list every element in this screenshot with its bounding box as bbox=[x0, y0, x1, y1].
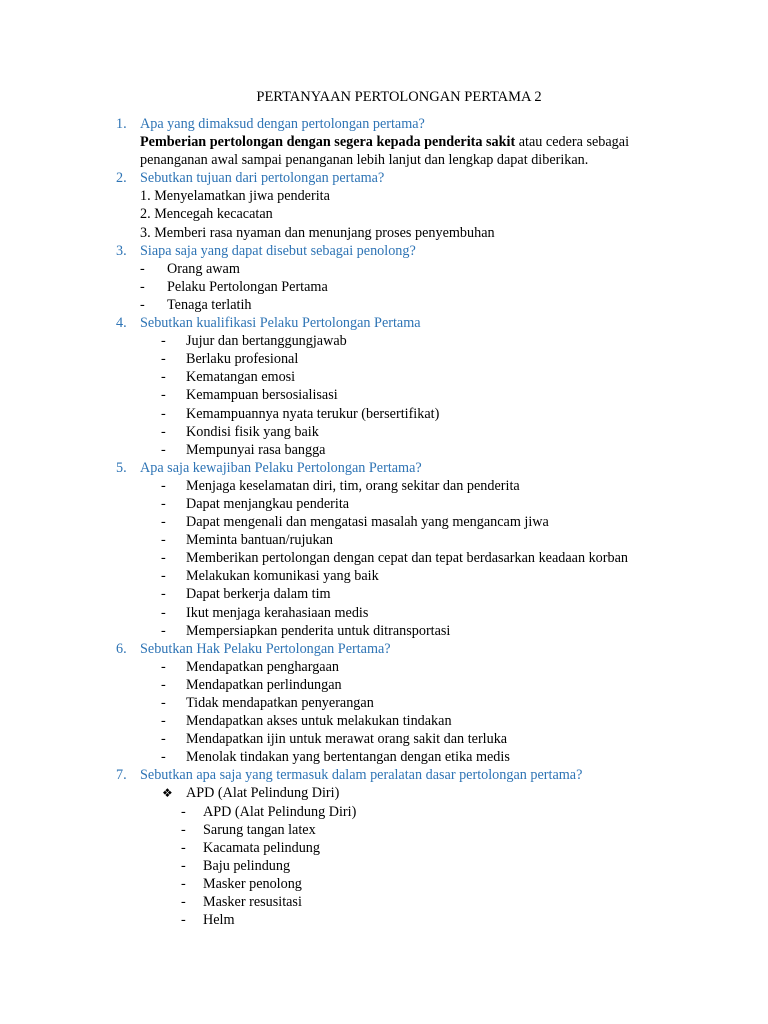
list-item-text: Dapat mengenali dan mengatasi masalah yang mengancam jiwa bbox=[186, 514, 549, 531]
subgroup-label: APD (Alat Pelindung Diri) bbox=[186, 785, 340, 802]
question-1 bbox=[116, 115, 680, 133]
list-item bbox=[116, 658, 680, 676]
list-item bbox=[116, 549, 680, 567]
dash-bullet: - bbox=[161, 550, 166, 567]
list-item bbox=[116, 423, 680, 441]
list-item bbox=[116, 567, 680, 585]
dash-bullet: - bbox=[161, 405, 166, 422]
list-item-text: Kondisi fisik yang baik bbox=[186, 423, 319, 440]
dash-bullet: - bbox=[161, 477, 166, 494]
list-item bbox=[116, 386, 680, 404]
list-item-text: Kematangan emosi bbox=[186, 369, 296, 386]
list-item bbox=[116, 893, 680, 911]
question-number: 2. bbox=[116, 170, 127, 187]
subgroup-heading bbox=[116, 784, 680, 802]
list-item bbox=[116, 712, 680, 730]
dash-bullet: - bbox=[161, 731, 166, 748]
question-text: Sebutkan apa saja yang termasuk dalam peralatan dasar pertolongan pertama? bbox=[140, 767, 583, 784]
list-item-text: Orang awam bbox=[167, 260, 240, 277]
list-item bbox=[116, 748, 680, 766]
list-item bbox=[116, 839, 680, 857]
list-item bbox=[116, 857, 680, 875]
dash-bullet: - bbox=[181, 875, 186, 892]
list-item bbox=[116, 278, 680, 296]
question-number: 3. bbox=[116, 242, 127, 259]
dash-bullet: - bbox=[161, 604, 166, 621]
list-item-text: Mendapatkan akses untuk melakukan tindakan bbox=[186, 713, 452, 730]
question-2 bbox=[116, 169, 680, 187]
dash-bullet: - bbox=[161, 441, 166, 458]
list-item-text: Mendapatkan perlindungan bbox=[186, 676, 342, 693]
dash-bullet: - bbox=[161, 351, 166, 368]
list-item bbox=[116, 676, 680, 694]
list-item bbox=[116, 405, 680, 423]
list-item bbox=[116, 368, 680, 386]
list-item-text: Berlaku profesional bbox=[186, 351, 299, 368]
question-5 bbox=[116, 459, 680, 477]
list-item-text: Memberikan pertolongan dengan cepat dan tepat berdasarkan keadaan korban bbox=[186, 550, 628, 567]
dash-bullet: - bbox=[161, 423, 166, 440]
question-6 bbox=[116, 640, 680, 658]
list-item-text: Masker penolong bbox=[203, 875, 302, 892]
list-item: 2. Mencegah kecacatan bbox=[140, 206, 273, 223]
list-item-text: Mempunyai rasa bangga bbox=[186, 441, 326, 458]
list-item bbox=[116, 604, 680, 622]
list-item bbox=[116, 531, 680, 549]
list-item-text: Dapat berkerja dalam tim bbox=[186, 586, 331, 603]
question-number: 7. bbox=[116, 767, 127, 784]
question-text: Sebutkan tujuan dari pertolongan pertama? bbox=[140, 170, 385, 187]
dash-bullet: - bbox=[161, 568, 166, 585]
dash-bullet: - bbox=[161, 495, 166, 512]
list-item-text: Mendapatkan penghargaan bbox=[186, 658, 339, 675]
list-item-text: Kemampuan bersosialisasi bbox=[186, 387, 338, 404]
list-item bbox=[116, 495, 680, 513]
list-item-text: Menolak tindakan yang bertentangan dengan etika medis bbox=[186, 749, 510, 766]
question-text: Sebutkan kualifikasi Pelaku Pertolongan Pertama bbox=[140, 315, 421, 332]
list-item bbox=[116, 821, 680, 839]
list-item: 1. Menyelamatkan jiwa penderita bbox=[140, 188, 330, 205]
dash-bullet: - bbox=[161, 532, 166, 549]
question-number: 6. bbox=[116, 640, 127, 657]
dash-bullet: - bbox=[181, 894, 186, 911]
list-item-text: Ikut menjaga kerahasiaan medis bbox=[186, 604, 369, 621]
question-number: 4. bbox=[116, 315, 127, 332]
list-item-text: Kemampuannya nyata terukur (bersertifikat) bbox=[186, 405, 440, 422]
dash-bullet: - bbox=[181, 821, 186, 838]
dash-bullet: - bbox=[161, 749, 166, 766]
list-item bbox=[116, 350, 680, 368]
list-item-text: Pelaku Pertolongan Pertama bbox=[167, 278, 328, 295]
dash-bullet: - bbox=[140, 260, 145, 277]
dash-bullet: - bbox=[161, 333, 166, 350]
question-text: Siapa saja yang dapat disebut sebagai penolong? bbox=[140, 242, 416, 259]
dash-bullet: - bbox=[140, 278, 145, 295]
dash-bullet: - bbox=[140, 296, 145, 313]
list-item-text: Masker resusitasi bbox=[203, 894, 302, 911]
list-item bbox=[116, 296, 680, 314]
question-text: Apa yang dimaksud dengan pertolongan pertama? bbox=[140, 116, 425, 132]
list-item-text: Mendapatkan ijin untuk merawat orang sakit dan terluka bbox=[186, 731, 508, 748]
dash-bullet: - bbox=[161, 658, 166, 675]
dash-bullet: - bbox=[181, 839, 186, 856]
question-number: 1. bbox=[116, 116, 127, 132]
list-item bbox=[116, 260, 680, 278]
list-item-text: Melakukan komunikasi yang baik bbox=[186, 568, 379, 585]
list-item bbox=[116, 585, 680, 603]
dash-bullet: - bbox=[161, 695, 166, 711]
dash-bullet: - bbox=[161, 369, 166, 386]
list-item bbox=[116, 477, 680, 495]
list-item-text: Helm bbox=[203, 912, 235, 929]
list-item-text: Meminta bantuan/rujukan bbox=[186, 532, 333, 549]
dash-bullet: - bbox=[181, 857, 186, 874]
dash-bullet: - bbox=[161, 387, 166, 404]
diamond-bullet-icon: ❖ bbox=[162, 786, 173, 801]
dash-bullet: - bbox=[161, 514, 166, 531]
answer-text: atau cedera sebagai penanganan awal sampai penanganan lebih lanjut dan lengkap dapat diberikan. bbox=[140, 134, 630, 169]
list-item bbox=[116, 694, 680, 712]
question-number: 5. bbox=[116, 459, 127, 476]
list-item-text: Jujur dan bertanggungjawab bbox=[186, 333, 347, 350]
list-item bbox=[116, 911, 680, 929]
dash-bullet: - bbox=[181, 803, 186, 820]
list-item bbox=[116, 332, 680, 350]
question-4 bbox=[116, 314, 680, 332]
list-item-text: Tidak mendapatkan penyerangan bbox=[186, 695, 374, 711]
question-text: Sebutkan Hak Pelaku Pertolongan Pertama? bbox=[140, 640, 391, 657]
list-item-text: Baju pelindung bbox=[203, 857, 291, 874]
question-7 bbox=[116, 766, 680, 784]
list-item-text: Tenaga terlatih bbox=[167, 296, 252, 313]
list-item-text: Sarung tangan latex bbox=[203, 821, 316, 838]
list-item bbox=[116, 513, 680, 531]
list-item bbox=[116, 441, 680, 459]
list-item: 3. Memberi rasa nyaman dan menunjang proses penyembuhan bbox=[140, 224, 495, 241]
dash-bullet: - bbox=[161, 713, 166, 730]
list-item-text: Menjaga keselamatan diri, tim, orang sekitar dan penderita bbox=[186, 477, 520, 494]
dash-bullet: - bbox=[181, 912, 186, 929]
dash-bullet: - bbox=[161, 586, 166, 603]
list-item bbox=[116, 875, 680, 893]
list-item-text: Kacamata pelindung bbox=[203, 839, 320, 856]
list-item-text: APD (Alat Pelindung Diri) bbox=[203, 803, 357, 820]
dash-bullet: - bbox=[161, 622, 166, 639]
list-item-text: Mempersiapkan penderita untuk ditransportasi bbox=[186, 622, 451, 639]
question-text: Apa saja kewajiban Pelaku Pertolongan Pertama? bbox=[140, 459, 422, 476]
list-item bbox=[116, 622, 680, 640]
list-item bbox=[116, 730, 680, 748]
list-item-text: Dapat menjangkau penderita bbox=[186, 495, 350, 512]
answer-1 bbox=[116, 133, 680, 169]
answer-bold-text: Pemberian pertolongan dengan segera kepada penderita sakit bbox=[140, 134, 516, 151]
list-item bbox=[116, 803, 680, 821]
dash-bullet: - bbox=[161, 676, 166, 693]
question-3 bbox=[116, 242, 680, 260]
page-title: PERTANYAAN PERTOLONGAN PERTAMA 2 bbox=[256, 89, 542, 105]
